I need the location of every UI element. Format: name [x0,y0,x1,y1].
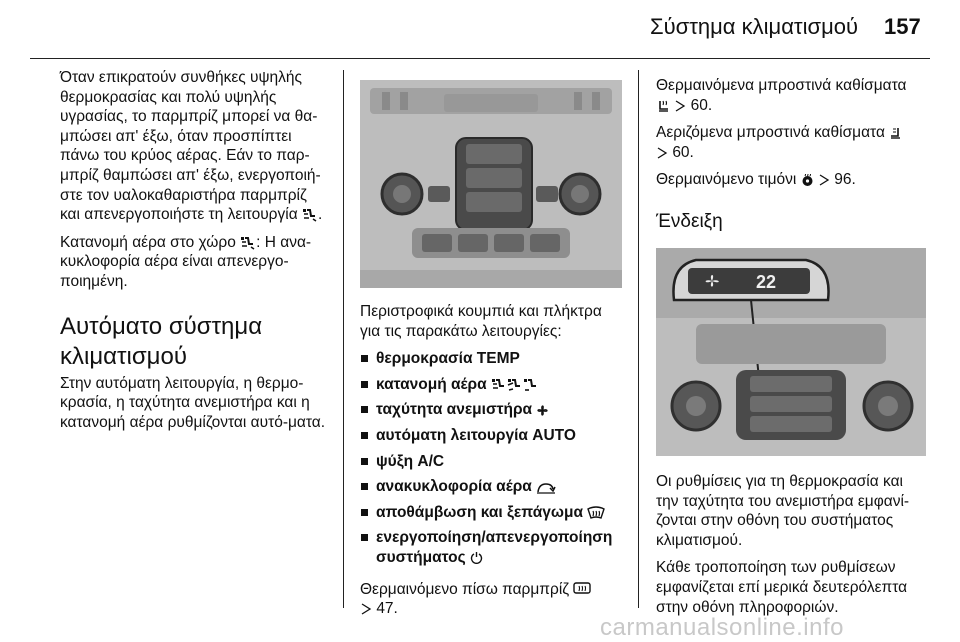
air-distribution-text-end: : Η ανα-κυκλοφορία αέρα είναι απενεργο-ποιημένη. [60,233,312,290]
column-divider-2 [638,70,639,608]
air-distribution-icon [302,208,318,222]
list-item-ac [360,452,622,472]
seat-heat-icon [656,99,670,113]
climate-control-panel-image [360,80,622,288]
bullet-text: ταχύτητα ανεμιστήρα [376,401,533,419]
paragraph-info-display: Κάθε τροποποίηση των ρυθμίσεων εμφανίζεται επί μερικά δευτερόλεπτα στην οθόνη πληροφοριών. [656,559,908,616]
defrost-icon [587,506,605,520]
reference-arrow-icon[interactable] [818,174,830,186]
climate-display-image [656,248,926,456]
air-distribution-icon [491,378,537,392]
display-temperature: 22 [756,271,777,292]
paragraph-heated-steering [656,170,926,190]
bullet-text: θερμοκρασία TEMP [376,350,520,368]
header-rule [30,58,930,59]
bullet-text: ενεργοποίηση/απενεργοποίηση συστήματος [376,529,613,566]
watermark: carmanualsonline.info [600,614,844,641]
bullet-text: αποθάμβωση και ξεπάγωμα [376,503,583,521]
paragraph-air-distribution [60,233,328,292]
seat-vent-icon [889,126,903,140]
list-item-air-distribution [360,375,622,395]
column-3 [656,76,926,625]
recirculation-icon [536,481,556,494]
heated-steering-text: Θερμαινόμενο τιμόνι [656,171,797,189]
paragraph-auto-mode: Στην αυτόματη λειτουργία, η θερμο-κρασία, η ταχύτητα ανεμιστήρα και η κατανομή αέρα ρυθμίζονται αυτό-ματα. [60,374,326,431]
paragraph-vented-seats [656,123,926,162]
reference-arrow-icon[interactable] [360,603,372,615]
fan-icon [536,404,549,417]
heated-seats-text: Θερμαινόμενα μπροστινά καθίσματα [656,77,907,94]
bullet-text: αυτόματη λειτουργία AUTO [376,426,576,444]
page-header-title: Σύστημα κλιματισμού [650,14,859,39]
bullet-text: κατανομή αέρα [376,375,487,393]
power-icon [470,551,483,564]
list-item-auto [360,426,622,446]
paragraph-rear-window [360,580,622,619]
controls-intro: Περιστροφικά κουμπιά και πλήκτρα για τις παρακάτω λειτουργίες: [360,303,602,340]
paragraph-heated-seats [656,76,926,115]
bullet-text: ανακυκλοφορία αέρα [376,478,532,496]
list-item-recirculation [360,477,622,497]
column-divider-1 [343,70,344,608]
reference-arrow-icon[interactable] [656,147,668,159]
fogging-text: Όταν επικρατούν συνθήκες υψηλής θερμοκρασίας και πολύ υψηλής υγρασίας, το παρμπρίζ μπορεί να θα-μπώσει απ' έξω, όταν προσπίπτει πάνω του κρύος αέρας. Εάν το παρ-μπρίζ θαμπώσει απ' έξω, ενεργοποιή-στε τον υαλοκαθαριστήρα παρμπρίζ και απενεργοποιήστε τη λειτουργία [60,69,321,224]
rear-window-page-ref[interactable]: 47. [376,600,398,618]
paragraph-display-settings: Οι ρυθμίσεις για τη θερμοκρασία και την ταχύτητα του ανεμιστήρα εμφανί-ζονται στην οθόνη του συστήματος κλιματισμού. [656,472,910,549]
air-distribution-icon [240,236,256,250]
reference-arrow-icon[interactable] [674,100,686,112]
bullet-text: ψύξη A/C [376,452,445,470]
column-1 [60,68,328,440]
vented-seats-page-ref[interactable]: 60. [672,143,694,161]
list-item-fan-speed [360,400,622,420]
air-distribution-text: Κατανομή αέρα στο χώρο [60,233,236,251]
steering-heat-icon [801,174,814,187]
column-2 [360,72,622,627]
heading-auto-climate: Αυτόματο σύστημα κλιματισμού [60,312,263,370]
page-number: 157 [884,14,921,39]
fogging-text-end: . [317,206,323,224]
rear-window-heat-icon [573,582,591,596]
list-item-power [360,528,622,567]
heading-display: Ένδειξη [656,210,723,232]
list-item-defrost [360,503,622,523]
rear-window-text: Θερμαινόμενο πίσω παρμπρίζ [360,580,570,598]
heated-seats-page-ref[interactable]: 60. [690,96,713,114]
vented-seats-text: Αεριζόμενα μπροστινά καθίσματα [656,124,885,142]
heated-steering-page-ref[interactable]: 96. [834,171,856,189]
list-item-temperature [360,349,622,369]
paragraph-fogging [60,68,328,225]
